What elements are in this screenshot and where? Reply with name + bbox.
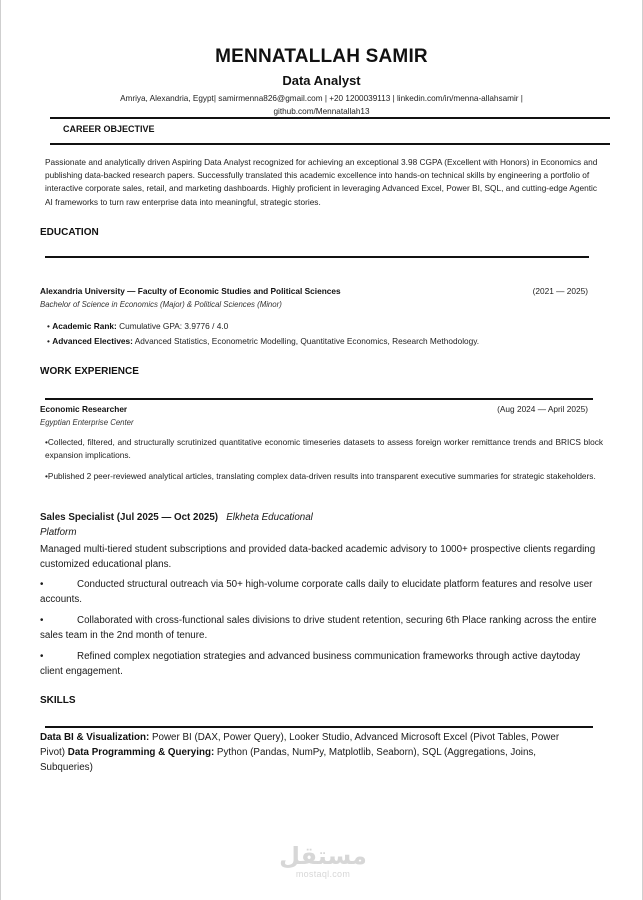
job-bullet: •Published 2 peer-reviewed analytical articles, translating complex data-driven results into transparent executive summaries for strategic stakeholders. [45, 471, 596, 481]
section-rule-objective [50, 143, 610, 145]
career-objective-text: Passionate and analytically driven Aspiring Data Analyst recognized for achieving an exceptional 3.98 CGPA (Excellent with Honors) in Economics and publishing data-backed research papers. Successfully translated this academic excellence into hands-on technical skills by engineering a portfolio of interactive corporate sales, retail, and marketing dashboards. Highly proficient in leveraging Advanced Excel, Power BI, SQL, and cutting-edge Agentic AI frameworks to turn raw enterprise data into meaningful, strategic stories. [45, 157, 598, 207]
candidate-name: MENNATALLAH SAMIR [215, 46, 428, 67]
job-bullet: • Conducted structural outreach via 50+ high-volume corporate calls daily to elucidate platform features and resolve user accounts. [40, 579, 593, 606]
page-border-left [0, 0, 1, 900]
institution: Alexandria University — Faculty of Economic Studies and Political Sciences [40, 286, 341, 296]
work-experience-heading: WORK EXPERIENCE [40, 366, 139, 377]
education-dates: (2021 — 2025) [532, 286, 588, 296]
job-dates: (Aug 2024 — April 2025) [497, 404, 588, 414]
bullet-text: Cumulative GPA: 3.9776 / 4.0 [116, 321, 229, 331]
job-bullet: • Refined complex negotiation strategies and advanced business communication frameworks through active daytoday client engagement. [40, 651, 581, 678]
job-row [40, 404, 588, 414]
education-bullet: • Advanced Electives: Advanced Statistics, Econometric Modelling, Quantitative Economics, Research Methodology. [47, 336, 480, 346]
job-bullet: •Collected, filtered, and structurally scrutinized quantitative economic timeseries datasets to assess foreign worker remittance trends and BRICS block expansion implications. [45, 437, 603, 461]
section-rule-skills [45, 726, 593, 728]
section-rule-top [50, 117, 610, 119]
education-heading: EDUCATION [40, 227, 99, 238]
education-bullet: • Academic Rank: Cumulative GPA: 3.9776 / 4.0 [47, 321, 229, 331]
job-role: Economic Researcher [40, 404, 128, 414]
skills-heading: SKILLS [40, 695, 76, 706]
bullet-label: Academic Rank: [52, 321, 117, 331]
bullet-label: Advanced Electives: [52, 336, 133, 346]
contact-line: Amriya, Alexandria, Egypt| samirmenna826@gmail.com | +20 1200039113 | linkedin.com/in/menna-allahsamir | github.com/Mennatallah13 [120, 94, 523, 116]
job-company: Egyptian Enterprise Center [40, 418, 134, 427]
skill-text: Power BI (DAX, Power Query), Looker Studio, Advanced Microsoft Excel (Pivot Tables, Power Pivot) [40, 732, 560, 759]
skill-label: Data BI & Visualization: [40, 732, 150, 743]
job-title: Data Analyst [282, 73, 361, 88]
career-objective-heading: CAREER OBJECTIVE [63, 124, 155, 134]
skills-text [40, 730, 580, 776]
watermark-latin: mostaql.com [295, 869, 351, 879]
skill-text: Python (Pandas, NumPy, Matplotlib, Seaborn), SQL (Aggregations, Joins, Subqueries) [40, 747, 537, 774]
job-row [40, 510, 603, 525]
watermark-arabic: مستقل [279, 842, 367, 870]
watermark-logo [273, 843, 373, 879]
section-rule-work [45, 398, 593, 400]
bullet-text: Advanced Statistics, Econometric Modelling, Quantitative Economics, Research Methodology. [132, 336, 480, 346]
section-rule-education [45, 256, 589, 258]
job-company: Elkheta Educational [226, 512, 313, 523]
skill-label: Data Programming & Querying: [65, 747, 215, 759]
job-role: Sales Specialist (Jul 2025 — Oct 2025) [40, 512, 219, 523]
degree: Bachelor of Science in Economics (Major) & Political Sciences (Minor) [40, 300, 282, 309]
job-summary: Managed multi-tiered student subscriptions and provided data-backed academic advisory to 1000+ prospective clients regarding customized educational plans. [40, 544, 596, 571]
job-bullet: • Collaborated with cross-functional sales divisions to drive student retention, securing 6th Place ranking across the entire sales team in the 2nd month of tenure. [40, 615, 597, 642]
education-row [40, 286, 588, 296]
job-company-continued: Platform [40, 527, 77, 538]
